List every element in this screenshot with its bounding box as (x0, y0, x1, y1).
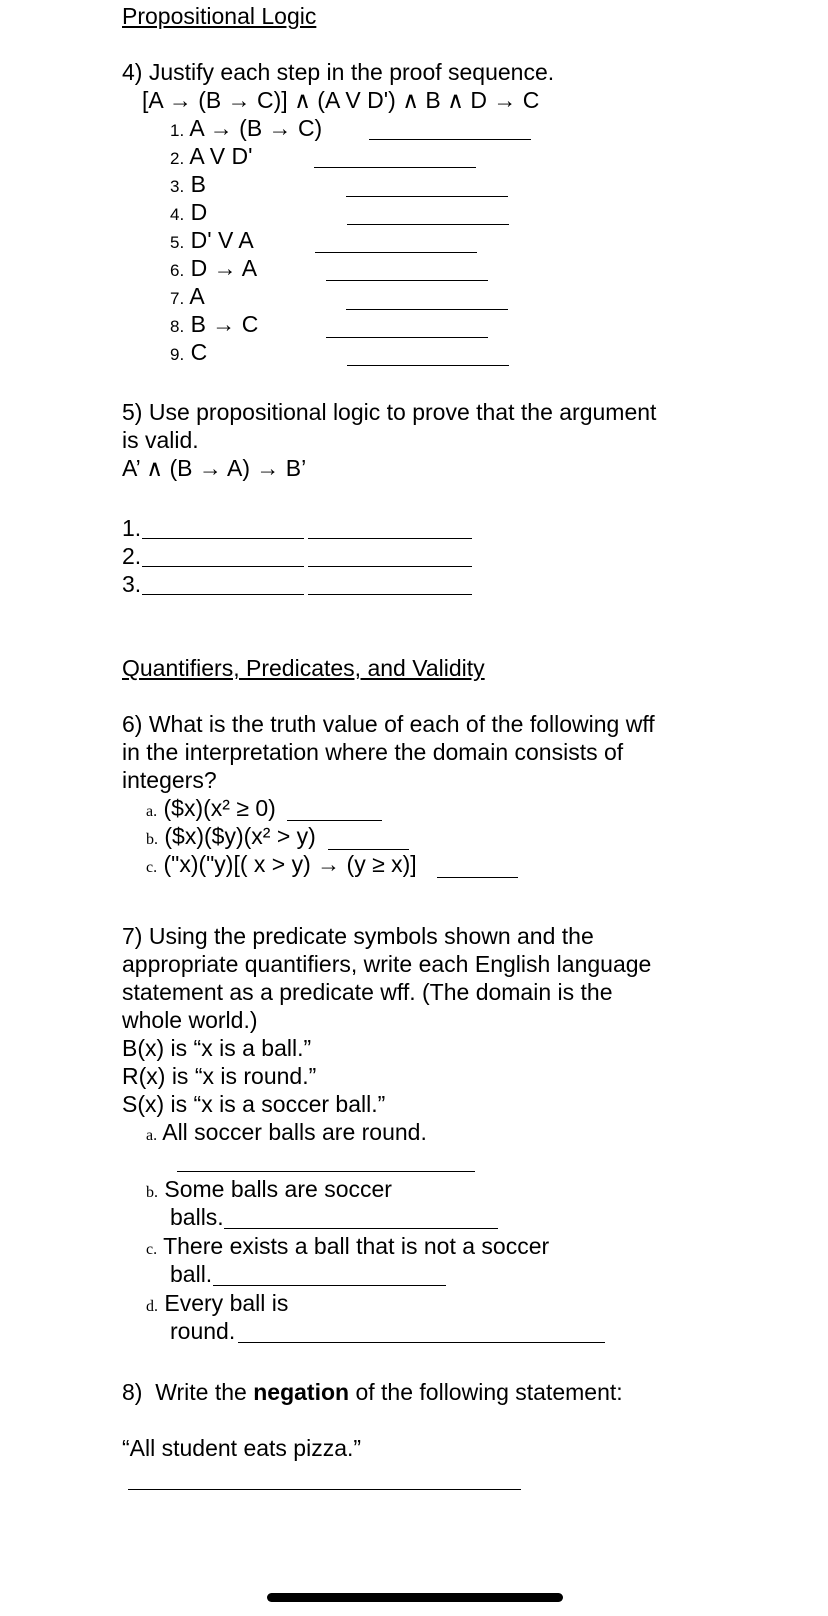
item-letter: a. (146, 1127, 158, 1144)
statement-text-continued: round. (170, 1318, 236, 1344)
item-letter: b. (146, 1184, 158, 1201)
question-7-line3: statement as a predicate wff. (The domain is the (122, 979, 613, 1005)
statement-item (146, 1118, 427, 1150)
proof-step (170, 114, 322, 145)
reason-blank[interactable] (308, 538, 472, 539)
predicate-definition: R(x) is “x is round.” (122, 1063, 317, 1089)
item-letter: a. (146, 803, 158, 820)
proof-row-number: 2. (122, 543, 142, 569)
question-8-statement: “All student eats pizza.” (122, 1435, 362, 1461)
statement-text: There exists a ball that is not a soccer (163, 1233, 550, 1259)
answer-blank[interactable] (177, 1171, 475, 1172)
question-7-line4: whole world.) (122, 1007, 258, 1033)
answer-blank[interactable] (238, 1342, 605, 1343)
step-number: 7. (170, 289, 185, 308)
step-expression: B (190, 171, 206, 197)
proof-step (170, 226, 254, 257)
step-expression: C (190, 339, 208, 365)
step-number: 6. (170, 261, 185, 280)
statement-text-continued: ball. (170, 1261, 213, 1287)
step-expression: D → A (190, 255, 258, 281)
item-letter: b. (146, 831, 158, 848)
proof-step (170, 142, 253, 173)
question-5-argument: A’ ∧ (B → A) → B’ (122, 455, 307, 481)
question-4-argument: [A → (B → C)] ∧ (A V D') ∧ B ∧ D → C (142, 87, 540, 113)
prompt-text: of the following statement: (349, 1379, 623, 1405)
answer-blank[interactable] (213, 1285, 446, 1286)
step-expression: D (190, 199, 208, 225)
question-6-line1: 6) What is the truth value of each of the following wff (122, 711, 655, 737)
justification-blank[interactable] (369, 139, 531, 140)
step-number: 2. (170, 149, 185, 168)
question-5-prompt-line2: is valid. (122, 427, 199, 453)
question-6-line3: integers? (122, 767, 217, 793)
statement-blank[interactable] (142, 566, 304, 567)
proof-step (170, 170, 206, 201)
step-number: 1. (170, 121, 185, 140)
justification-blank[interactable] (346, 309, 508, 310)
statement-text: Some balls are soccer (164, 1176, 392, 1202)
justification-blank[interactable] (314, 167, 476, 168)
question-8-prompt (122, 1378, 623, 1406)
section-title-propositional-logic: Propositional Logic (122, 3, 317, 29)
justification-blank[interactable] (347, 224, 509, 225)
question-5-prompt-line1: 5) Use propositional logic to prove that the argument (122, 399, 657, 425)
justification-blank[interactable] (326, 337, 488, 338)
wff-expression: ("x)("y)[( x > y) → (y ≥ x)] (163, 851, 417, 877)
step-expression: A (189, 283, 205, 309)
reason-blank[interactable] (308, 566, 472, 567)
proof-step (170, 310, 258, 341)
proof-row-number: 3. (122, 571, 142, 597)
prompt-text: 8) Write the (122, 1379, 254, 1405)
step-expression: A → (B → C) (189, 115, 323, 141)
step-number: 9. (170, 345, 185, 364)
item-letter: c. (146, 1241, 158, 1258)
reason-blank[interactable] (308, 594, 472, 595)
step-expression: A V D' (189, 143, 253, 169)
statement-blank[interactable] (142, 594, 304, 595)
proof-row-number: 1. (122, 515, 142, 541)
justification-blank[interactable] (315, 252, 477, 253)
item-letter: c. (146, 859, 158, 876)
wff-expression: ($x)(x² ≥ 0) (163, 795, 276, 821)
answer-blank[interactable] (437, 877, 518, 878)
home-indicator[interactable] (267, 1593, 563, 1602)
item-letter: d. (146, 1298, 158, 1315)
question-4-prompt: 4) Justify each step in the proof sequence. (122, 59, 555, 85)
statement-text-continued: balls. (170, 1204, 224, 1230)
justification-blank[interactable] (346, 196, 508, 197)
answer-blank[interactable] (287, 820, 382, 821)
predicate-definition: S(x) is “x is a soccer ball.” (122, 1091, 386, 1117)
section-title-quantifiers: Quantifiers, Predicates, and Validity (122, 655, 485, 681)
step-number: 3. (170, 177, 185, 196)
step-expression: D' V A (190, 227, 254, 253)
statement-blank[interactable] (142, 538, 304, 539)
proof-step (170, 254, 257, 285)
question-7-line1: 7) Using the predicate symbols shown and the (122, 923, 594, 949)
step-expression: B → C (190, 311, 259, 337)
step-number: 5. (170, 233, 185, 252)
question-7-line2: appropriate quantifiers, write each English language (122, 951, 652, 977)
step-number: 8. (170, 317, 185, 336)
question-6-line2: in the interpretation where the domain consists of (122, 739, 624, 765)
proof-step (170, 198, 207, 229)
wff-item (146, 850, 417, 882)
justification-blank[interactable] (326, 280, 488, 281)
proof-step (170, 282, 205, 313)
answer-blank[interactable] (224, 1228, 498, 1229)
step-number: 4. (170, 205, 185, 224)
emphasis-text: negation (253, 1379, 350, 1405)
statement-text: Every ball is (164, 1290, 289, 1316)
statement-text: All soccer balls are round. (162, 1119, 427, 1145)
answer-blank[interactable] (128, 1489, 521, 1490)
proof-step (170, 338, 207, 369)
wff-expression: ($x)($y)(x² > y) (164, 823, 316, 849)
predicate-definition: B(x) is “x is a ball.” (122, 1035, 312, 1061)
justification-blank[interactable] (347, 365, 509, 366)
